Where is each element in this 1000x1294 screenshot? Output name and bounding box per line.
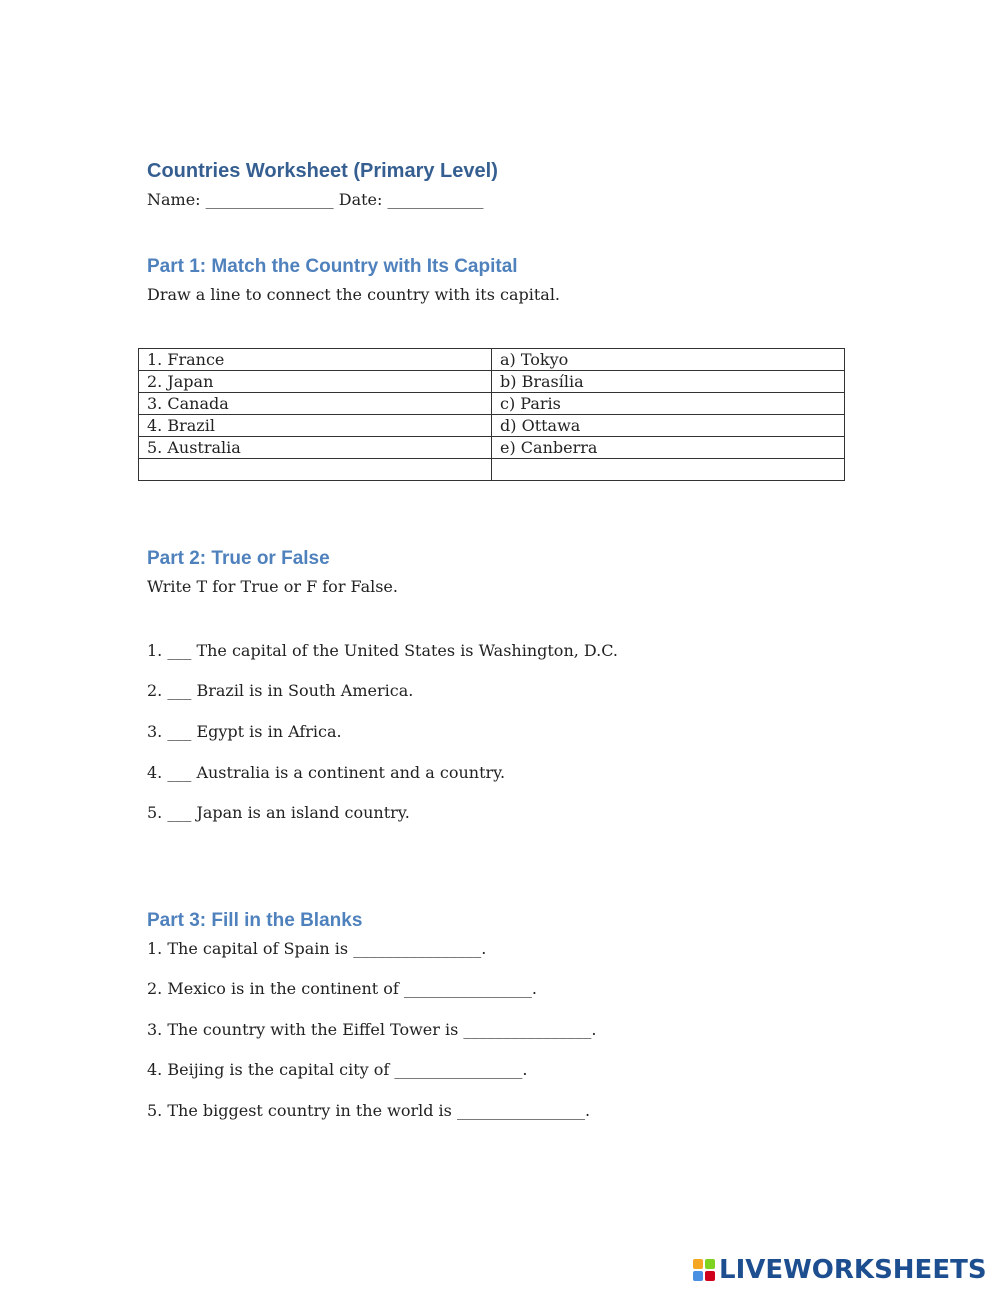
country-cell: 2. Japan <box>139 371 492 393</box>
true-false-item: 4. ___ Australia is a continent and a country. <box>147 763 506 782</box>
capital-cell: e) Canberra <box>492 437 845 459</box>
fill-blank-item: 5. The biggest country in the world is ________________. <box>147 1101 591 1120</box>
country-cell: 4. Brazil <box>139 415 492 437</box>
part1-heading: Part 1: Match the Country with Its Capital <box>147 256 518 277</box>
fill-blank-item: 2. Mexico is in the continent of ________________. <box>147 979 537 998</box>
logo-square <box>705 1259 715 1269</box>
name-date-line: Name: ________________ Date: ____________ <box>147 190 484 209</box>
liveworksheets-logo-icon <box>693 1259 715 1281</box>
part2-heading: Part 2: True or False <box>147 548 330 569</box>
fill-blank-item: 1. The capital of Spain is ________________. <box>147 939 487 958</box>
table-row <box>139 459 845 481</box>
capital-cell: c) Paris <box>492 393 845 415</box>
matching-table <box>138 348 845 481</box>
capital-cell: b) Brasília <box>492 371 845 393</box>
capital-cell: d) Ottawa <box>492 415 845 437</box>
table-row <box>139 437 845 459</box>
part3-heading: Part 3: Fill in the Blanks <box>147 910 363 931</box>
country-cell <box>139 459 492 481</box>
table-row <box>139 349 845 371</box>
true-false-item: 3. ___ Egypt is in Africa. <box>147 722 342 741</box>
true-false-item: 2. ___ Brazil is in South America. <box>147 681 414 700</box>
logo-square <box>693 1271 703 1281</box>
table-row <box>139 371 845 393</box>
liveworksheets-logo <box>693 1254 987 1286</box>
capital-cell <box>492 459 845 481</box>
fill-blank-item: 3. The country with the Eiffel Tower is ________________. <box>147 1020 597 1039</box>
fill-blank-item: 4. Beijing is the capital city of ________________. <box>147 1060 528 1079</box>
part1-instruction: Draw a line to connect the country with its capital. <box>147 285 561 304</box>
logo-text: LIVEWORKSHEETS <box>719 1255 987 1285</box>
table-row <box>139 415 845 437</box>
country-cell: 5. Australia <box>139 437 492 459</box>
logo-square <box>705 1271 715 1281</box>
page-title: Countries Worksheet (Primary Level) <box>147 160 498 182</box>
country-cell: 3. Canada <box>139 393 492 415</box>
true-false-item: 1. ___ The capital of the United States is Washington, D.C. <box>147 641 619 660</box>
logo-square <box>693 1259 703 1269</box>
table-row <box>139 393 845 415</box>
capital-cell: a) Tokyo <box>492 349 845 371</box>
country-cell: 1. France <box>139 349 492 371</box>
true-false-item: 5. ___ Japan is an island country. <box>147 803 410 822</box>
part2-instruction: Write T for True or F for False. <box>147 577 398 596</box>
